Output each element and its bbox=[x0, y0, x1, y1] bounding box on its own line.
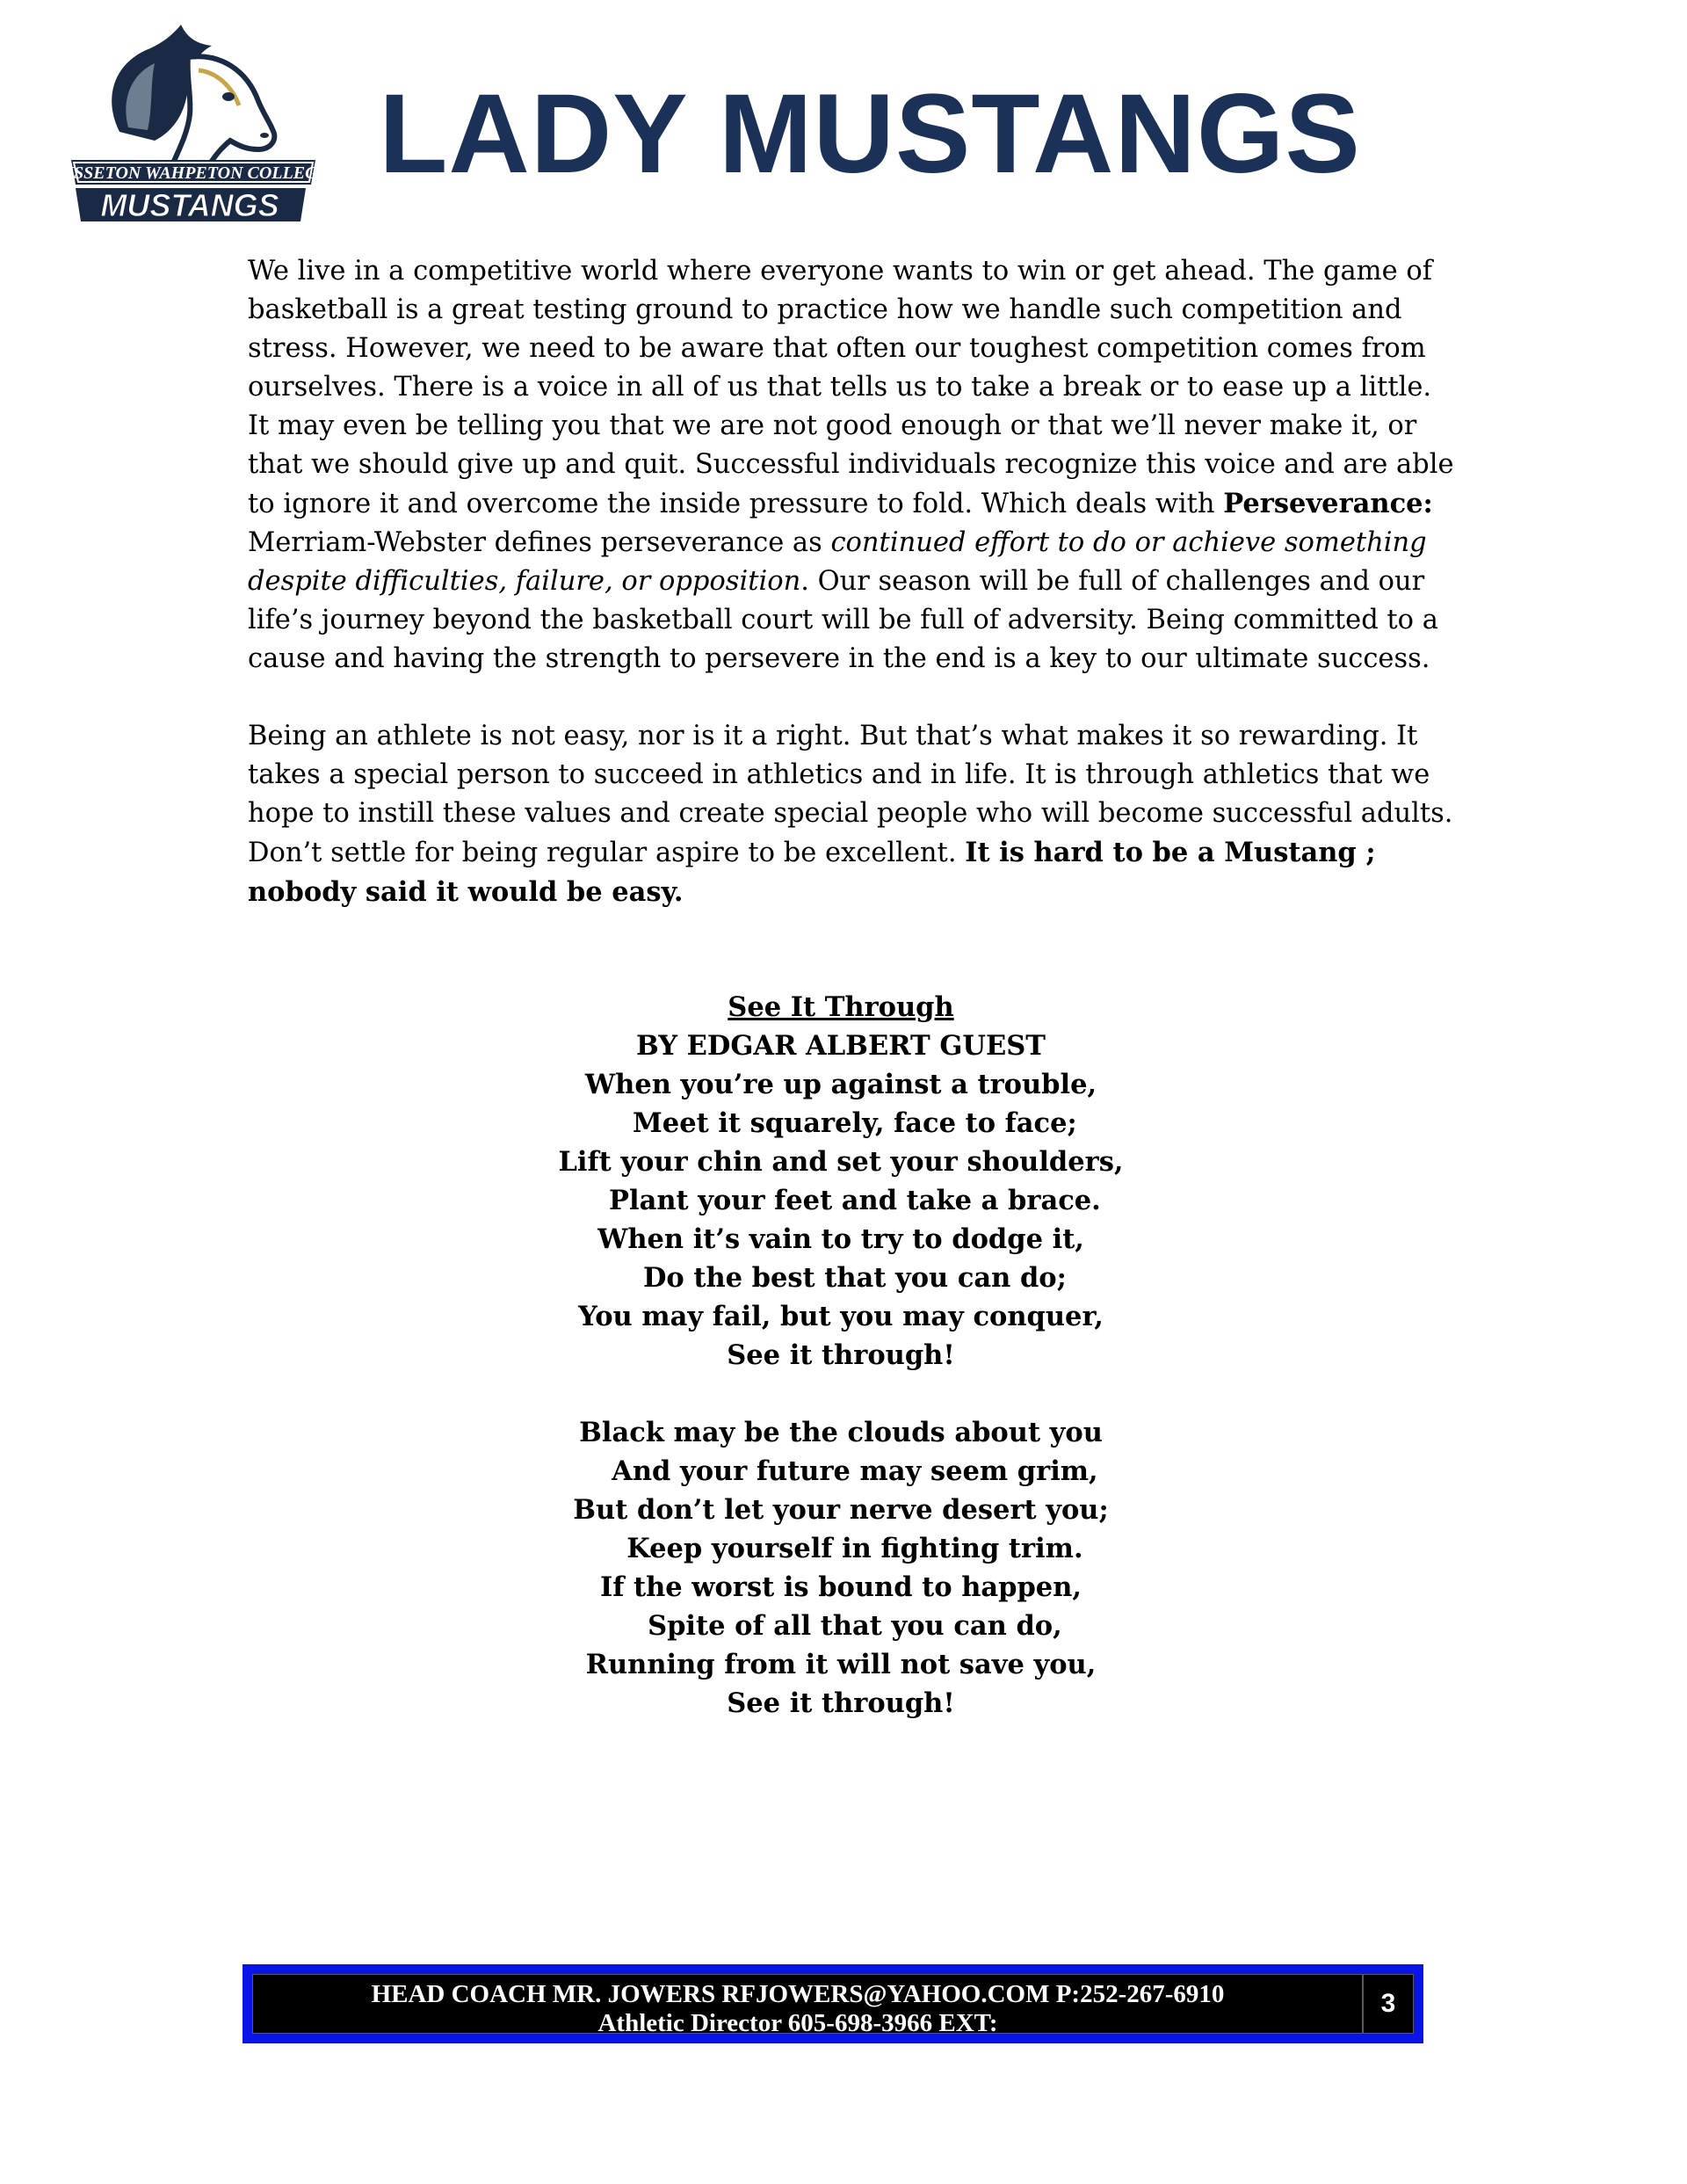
mustang-motto: It is hard to be a Mustang ; nobody said it would be easy. bbox=[248, 837, 1376, 908]
poem-line: Meet it squarely, face to face; bbox=[605, 1107, 1077, 1139]
mustang-horse-icon bbox=[67, 18, 322, 221]
poem-line: When it’s vain to try to dodge it, bbox=[597, 1223, 1084, 1255]
poem-title: See It Through bbox=[728, 991, 954, 1023]
poem-line: Lift your chin and set your shoulders, bbox=[558, 1146, 1124, 1178]
logo-mustangs-text: MUSTANGS bbox=[100, 187, 279, 221]
footer-inner bbox=[252, 1974, 1414, 2037]
logo-college-text: SISSETON WAHPETON COLLEGE bbox=[67, 163, 322, 183]
poem-line: You may fail, but you may conquer, bbox=[578, 1301, 1104, 1332]
poem-line: If the worst is bound to happen, bbox=[599, 1571, 1082, 1603]
footer-director-line: Athletic Director 605-698-3966 EXT: bbox=[597, 2009, 998, 2037]
poem bbox=[248, 988, 1434, 1723]
poem-line: Black may be the clouds about you bbox=[579, 1417, 1103, 1448]
page-number: 3 bbox=[1380, 1989, 1396, 2018]
poem-line: Do the best that you can do; bbox=[615, 1262, 1067, 1294]
poem-line: Running from it will not save you, bbox=[585, 1649, 1097, 1680]
paragraph-perseverance: We live in a competitive world where everyone wants to win or get ahead. The game of basketball is a great testing ground to practice how we handle such competition and stress. However, we need to be aware that often our toughest competition comes from ourselves. There is a voice in all of us that tells us to take a break or to ease up a little. It may even be telling you that we are not good enough or that we’ll never make it, or that we should give up and quit. Successful individuals recognize this voice and are able to ignore it and overcome the inside pressure to fold. Which deals with Perseverance: Merriam-Webster defines perseverance as continued effort to do or achieve something despite difficulties, failure, or opposition. Our season will be full of challenges and our life’s journey beyond the basketball court will be full of adversity. Being committed to a cause and having the strength to persevere in the end is a key to our ultimate success. bbox=[248, 256, 1454, 674]
footer-coach-line: HEAD COACH MR. JOWERS RFJOWERS@YAHOO.COM P:252-267-6910 bbox=[371, 1980, 1225, 2008]
poem-line: Keep yourself in fighting trim. bbox=[598, 1533, 1083, 1564]
poem-line: When you’re up against a trouble, bbox=[584, 1069, 1097, 1100]
poem-line: But don’t let your nerve desert you; bbox=[573, 1494, 1109, 1526]
perseverance-term: Perseverance: bbox=[1223, 488, 1433, 519]
poem-line: Plant your feet and take a brace. bbox=[581, 1185, 1101, 1216]
poem-line: And your future may seem grim, bbox=[583, 1455, 1098, 1487]
poem-stanza-2 bbox=[248, 1413, 1434, 1723]
page-title: LADY MUSTANGS bbox=[379, 71, 1361, 197]
body-text bbox=[248, 252, 1460, 951]
paragraph-athlete: Being an athlete is not easy, nor is it a right. But that’s what makes it so rewarding. It takes a special person to succeed in athletics and in life. It is through athletics that we hope to instill these values and create special people who will become successful adults. Don’t settle for being regular aspire to be excellent. It is hard to be a Mustang ; nobody said it would be easy. bbox=[248, 721, 1453, 908]
footer-contact-text bbox=[253, 1980, 1343, 2038]
poem-line: See it through! bbox=[727, 1687, 955, 1719]
footer-contact-box bbox=[243, 1964, 1423, 2043]
mustangs-logo bbox=[67, 18, 322, 221]
poem-line: See it through! bbox=[727, 1339, 955, 1371]
poem-stanza-1 bbox=[248, 1065, 1434, 1375]
poem-author: BY EDGAR ALBERT GUEST bbox=[636, 1030, 1046, 1062]
definition-text: continued effort to do or achieve something despite difficulties, failure, or opposition bbox=[248, 527, 1427, 597]
poem-line: Spite of all that you can do, bbox=[619, 1610, 1062, 1642]
